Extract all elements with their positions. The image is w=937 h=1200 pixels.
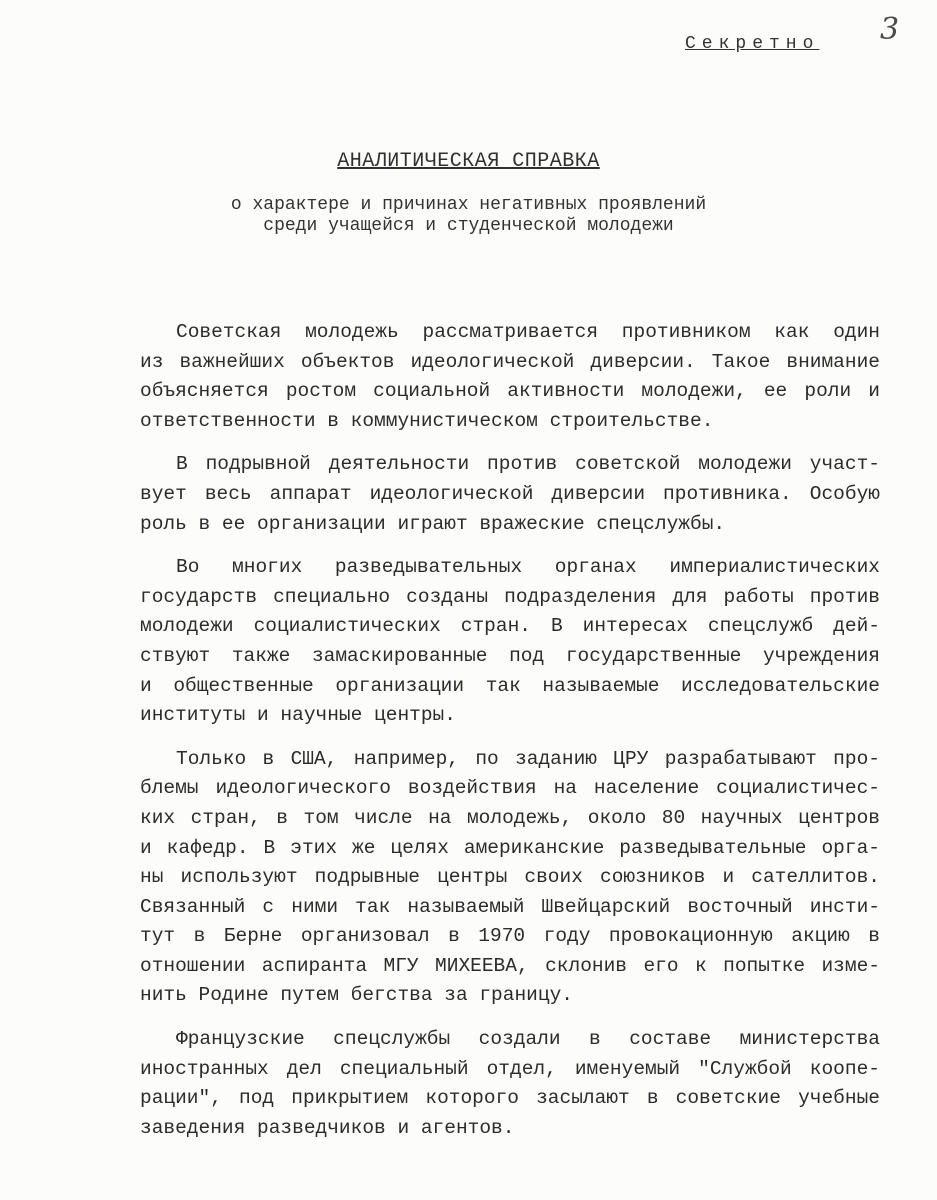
text-line: роль в ее организации играют вражеские спецслужбы. [140, 512, 726, 535]
text-line: из важнейших объектов идеологической диверсии. Такое внимание [140, 350, 880, 373]
text-line: Во многих разведывательных органах империалистических [176, 556, 880, 579]
classification-stamp: Секретно [685, 34, 820, 54]
paragraph [140, 318, 880, 436]
text-line: блемы идеологического воздействия на население социалистичес- [140, 777, 880, 800]
document-body [140, 318, 880, 1157]
text-line: молодежи социалистических стран. В интересах спецслужб дей- [140, 615, 880, 638]
text-line: тут в Берне организовал в 1970 году провокационную акцию в [140, 925, 880, 948]
text-line: нить Родине путем бегства за границу. [140, 984, 573, 1007]
text-line: Только в США, например, по заданию ЦРУ разрабатывают про- [176, 747, 880, 770]
text-line: Советская молодежь рассматривается противником как один [176, 321, 880, 343]
text-line: ких стран, в том числе на молодежь, около 80 научных центров [140, 806, 880, 829]
paragraph [140, 1025, 880, 1143]
text-line: В подрывной деятельности против советской молодежи участ- [176, 453, 880, 476]
text-line: ответственности в коммунистическом строительстве. [140, 409, 714, 432]
text-line: ствуют также замаскированные под государственные учреждения [140, 644, 880, 667]
subtitle-line: о характере и причинах негативных проявлений [230, 195, 707, 215]
text-line: объясняется ростом социальной активности молодежи, ее роли и [140, 380, 880, 403]
text-line: иностранных дел специальный отдел, именуемый "Службой коопе- [140, 1057, 880, 1080]
page-number: 3 [880, 12, 900, 47]
text-line: и кафедр. В этих же целях американские разведывательные орга- [140, 836, 880, 859]
document-subtitle [0, 195, 937, 237]
document-title: АНАЛИТИЧЕСКАЯ СПРАВКА [337, 150, 600, 173]
text-line: рации", под прикрытием которого засылают в советские учебные [140, 1087, 880, 1110]
text-line: Связанный с ними так называемый Швейцарский восточный инсти- [140, 895, 880, 918]
text-line: ны используют подрывные центры своих союзников и сателлитов. [140, 866, 880, 889]
text-line: отношении аспиранта МГУ МИХЕЕВА, склонив его к попытке изме- [140, 954, 880, 977]
paragraph [140, 553, 880, 731]
text-line: и общественные организации так называемые исследовательские [140, 674, 880, 697]
paragraph [140, 745, 880, 1011]
text-line: институты и научные центры. [140, 704, 456, 727]
paragraph [140, 450, 880, 539]
text-line: вует весь аппарат идеологической диверсии противника. Особую [140, 482, 880, 505]
text-line: заведения разведчиков и агентов. [140, 1116, 515, 1139]
subtitle-line: среди учащейся и студенческой молодежи [263, 216, 674, 236]
text-line: Французские спецслужбы создали в составе министерства [176, 1028, 880, 1051]
text-line: государств специально созданы подразделения для работы против [140, 585, 880, 608]
